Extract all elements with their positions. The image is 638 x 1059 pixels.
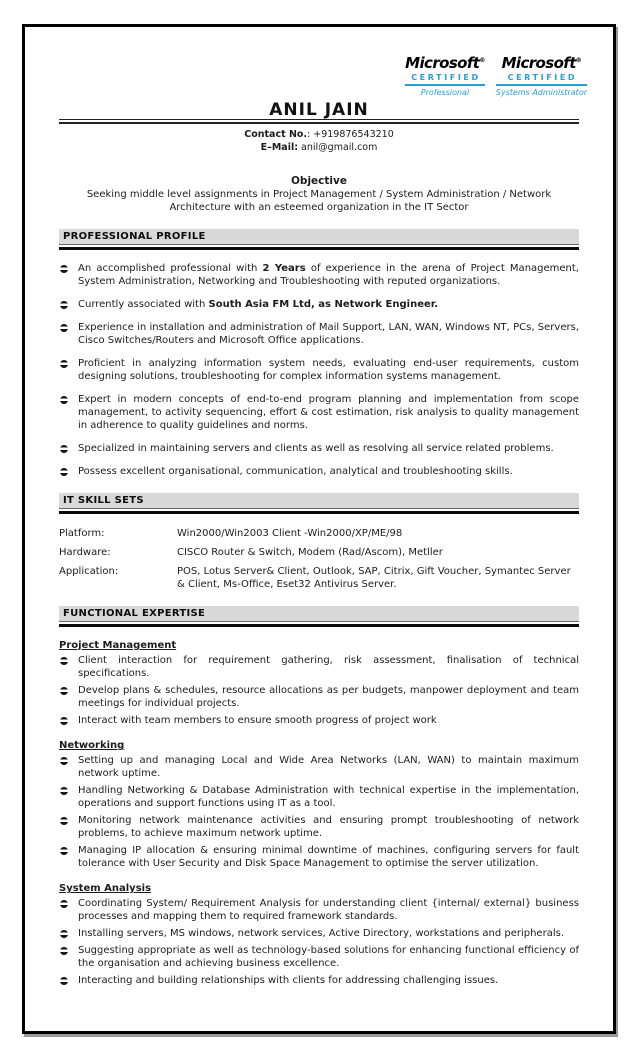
bullet-item: An accomplished professional with 2 Years of experience in the arena of Project Management, System Administration, Networking and Troubleshooting with reputed organizations. — [59, 262, 579, 288]
skills-table — [59, 527, 579, 591]
microsoft-wordmark: Microsoft® — [501, 54, 582, 72]
bullet-arrow-icon — [60, 757, 68, 765]
bullet-arrow-icon — [60, 787, 68, 795]
certification-subtitle: Professional — [420, 88, 470, 97]
bullet-arrow-icon — [60, 717, 68, 725]
bullet-arrow-icon — [60, 468, 68, 476]
section-header-it-skill-sets: IT SKILL SETS — [59, 493, 579, 508]
bullet-item: Interact with team members to ensure smooth progress of project work — [59, 714, 579, 727]
email-label: E–Mail: — [260, 142, 299, 153]
bullet-item: Currently associated with South Asia FM Ltd, as Network Engineer. — [59, 298, 579, 311]
certification-subtitle: Systems Administrator — [495, 88, 587, 97]
bullet-item: Coordinating System/ Requirement Analysis for understanding client {internal/ external} business processes and mapping them to required framework standards. — [59, 897, 579, 923]
page-title: ANIL JAIN — [269, 100, 369, 120]
contact-number-label: Contact No. — [244, 129, 308, 140]
expertise-subsection — [59, 740, 579, 870]
bullet-item: Setting up and managing Local and Wide Area Networks (LAN, WAN) to maintain maximum network uptime. — [59, 754, 579, 780]
bullet-item: Experience in installation and administration of Mail Support, LAN, WAN, Windows NT, PCs, Servers, Cisco Switches/Routers and Microsoft Office applications. — [59, 321, 579, 347]
objective-title: Objective — [291, 175, 347, 187]
skill-row — [59, 546, 579, 559]
skill-category-label: Platform: — [59, 528, 105, 539]
expertise-subsection — [59, 640, 579, 727]
contact-block — [59, 128, 579, 154]
bullet-item: Specialized in maintaining servers and clients as well as resolving all service related problems. — [59, 442, 579, 455]
bullet-item: Proficient in analyzing information system needs, evaluating end-user requirements, custom designing solutions, troubleshooting for complex information systems management. — [59, 357, 579, 383]
resume-page — [22, 24, 616, 1034]
microsoft-wordmark: Microsoft® — [405, 54, 485, 72]
bullet-arrow-icon — [60, 847, 68, 855]
certification-logos — [405, 53, 587, 97]
bullet-arrow-icon — [60, 445, 68, 453]
bullet-item: Handling Networking & Database Administration with technical expertise in the implementation, operations and support functions using IT as a tool. — [59, 784, 579, 810]
bullet-item: Develop plans & schedules, resource allocations as per budgets, manpower deployment and team meetings for individual projects. — [59, 684, 579, 710]
skill-value: Win2000/Win2003 Client -Win2000/XP/ME/98 — [177, 528, 403, 539]
expertise-subsection — [59, 883, 579, 987]
bullet-arrow-icon — [60, 977, 68, 985]
subsection-title: Networking — [59, 740, 125, 751]
bullet-arrow-icon — [60, 687, 68, 695]
functional-expertise-section — [59, 606, 579, 987]
it-skill-sets-section — [59, 493, 579, 591]
microsoft-certified-systems-administrator-logo — [496, 53, 587, 97]
bullet-arrow-icon — [60, 657, 68, 665]
bullet-item: Interacting and building relationships with clients for addressing challenging issues. — [59, 974, 579, 987]
header — [59, 54, 587, 120]
microsoft-certified-professional-logo — [405, 53, 485, 97]
objective-section — [59, 175, 579, 214]
bullet-arrow-icon — [60, 301, 68, 309]
bullet-item: Managing IP allocation & ensuring minimal downtime of machines, configuring servers for fault tolerance with User Security and Disk Space Management to optimise the server utilization. — [59, 844, 579, 870]
subsection-title: Project Management — [59, 640, 177, 651]
bullet-arrow-icon — [60, 930, 68, 938]
certified-label: CERTIFIED — [405, 72, 485, 86]
subsection-title: System Analysis — [59, 883, 152, 894]
certified-label: CERTIFIED — [496, 72, 587, 86]
bullet-arrow-icon — [60, 817, 68, 825]
section-header-rule — [59, 244, 579, 250]
bullet-item: Possess excellent organisational, communication, analytical and troubleshooting skills. — [59, 465, 579, 478]
bullet-arrow-icon — [60, 396, 68, 404]
bullet-item: Client interaction for requirement gathering, risk assessment, finalisation of technical specifications. — [59, 654, 579, 680]
skill-category-label: Application: — [59, 566, 119, 577]
skill-row — [59, 527, 579, 540]
contact-number-value: : +919876543210 — [307, 129, 394, 140]
bullet-arrow-icon — [60, 265, 68, 273]
subsection-bullet-list — [59, 754, 579, 870]
registered-mark-icon: ® — [479, 57, 485, 64]
bullet-item: Expert in modern concepts of end-to-end program planning and implementation from scope management, to activity sequencing, effort & cost estimation, risk analysis to quality management in adherence to quality guidelines and norms. — [59, 393, 579, 432]
skill-category-label: Hardware: — [59, 547, 111, 558]
professional-profile-list — [59, 262, 579, 478]
bullet-arrow-icon — [60, 947, 68, 955]
objective-text: Seeking middle level assignments in Project Management / System Administration / Network Architecture with an esteemed organization in the IT Sector — [86, 189, 552, 213]
email-value: anil@gmail.com — [298, 142, 378, 153]
skill-value: POS, Lotus Server& Client, Outlook, SAP, Citrix, Gift Voucher, Symantec Server & Client, Ms-Office, Eset32 Antivirus Server. — [177, 566, 571, 590]
section-header-rule — [59, 621, 579, 627]
registered-mark-icon: ® — [575, 57, 582, 64]
bullet-arrow-icon — [60, 324, 68, 332]
section-header-functional-expertise: FUNCTIONAL EXPERTISE — [59, 606, 579, 621]
functional-expertise-subsections — [59, 640, 579, 987]
skill-row — [59, 565, 579, 591]
subsection-bullet-list — [59, 897, 579, 987]
bullet-item: Installing servers, MS windows, network services, Active Directory, workstations and peripherals. — [59, 927, 579, 940]
bullet-arrow-icon — [60, 900, 68, 908]
section-header-professional-profile: PROFESSIONAL PROFILE — [59, 229, 579, 244]
bullet-arrow-icon — [60, 360, 68, 368]
contact-number-line — [59, 128, 579, 141]
email-line — [59, 141, 579, 154]
professional-profile-section — [59, 229, 579, 478]
subsection-bullet-list — [59, 654, 579, 727]
bullet-item: Suggesting appropriate as well as technology-based solutions for enhancing functional efficiency of the organisation and achieving business excellence. — [59, 944, 579, 970]
skill-value: CISCO Router & Switch, Modem (Rad/Ascom), Metller — [177, 547, 443, 558]
bullet-item: Monitoring network maintenance activities and ensuring prompt troubleshooting of network problems, to achieve maximum network uptime. — [59, 814, 579, 840]
section-header-rule — [59, 508, 579, 514]
